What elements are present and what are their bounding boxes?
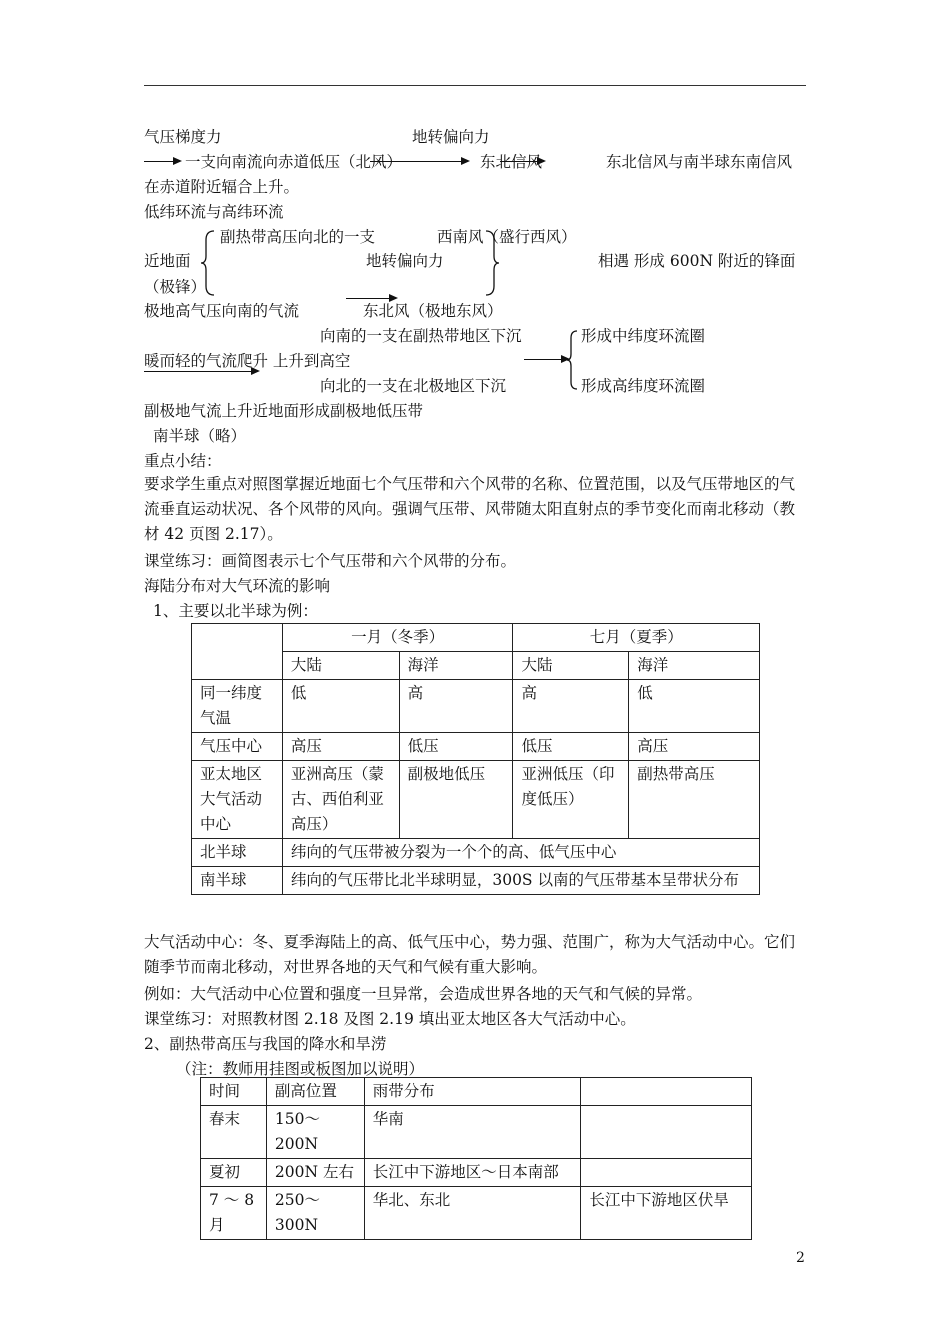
table-cell: 高压 bbox=[282, 733, 399, 761]
left-brace-icon bbox=[566, 330, 578, 390]
table-cell: 亚洲高压（蒙古、西伯利亚高压） bbox=[282, 761, 399, 839]
table-row bbox=[192, 839, 760, 867]
row-label: 亚太地区大气活动中心 bbox=[192, 761, 283, 839]
table-row bbox=[192, 867, 760, 895]
table-cell: 长江中下游地区～日本南部 bbox=[364, 1159, 581, 1187]
arrow-icon bbox=[144, 161, 180, 162]
table-cell: 华北、东北 bbox=[364, 1187, 581, 1240]
item-2: 2、副热带高压与我国的降水和旱涝 bbox=[144, 1035, 387, 1053]
subtropical-north-branch: 副热带高压向北的一支 bbox=[220, 228, 376, 246]
polar-high-flow: 极地高气压向南的气流 bbox=[144, 302, 300, 320]
page-number: 2 bbox=[796, 1250, 805, 1266]
land-header: 大陆 bbox=[513, 652, 629, 680]
table-cell bbox=[581, 1159, 752, 1187]
table-row bbox=[192, 680, 760, 733]
column-header: 副高位置 bbox=[266, 1078, 364, 1106]
table-row bbox=[192, 761, 760, 839]
table-cell: 夏初 bbox=[201, 1159, 267, 1187]
table-cell: 高 bbox=[399, 680, 513, 733]
warm-air-rise: 暖而轻的气流爬升 上升到高空 bbox=[144, 352, 351, 370]
table-cell: 纬向的气压带被分裂为一个个的高、低气压中心 bbox=[282, 839, 759, 867]
subpolar-low-text: 副极地气流上升近地面形成副极地低压带 bbox=[144, 402, 424, 420]
table-row bbox=[201, 1106, 752, 1159]
land-header: 大陆 bbox=[282, 652, 399, 680]
section-heading-land-sea: 海陆分布对大气环流的影响 bbox=[144, 577, 331, 595]
table-cell: 高 bbox=[513, 680, 629, 733]
polar-front-text: 相遇 形成 600N 附近的锋面 bbox=[598, 252, 796, 270]
westerlies-text: 西南风（盛行西风） bbox=[437, 228, 577, 246]
table-corner-cell bbox=[192, 624, 283, 680]
practice-2: 课堂练习：对照教材图 2.18 及图 2.19 填出亚太地区各大气活动中心。 bbox=[144, 1010, 636, 1028]
arrow-icon bbox=[346, 298, 396, 299]
column-header: 时间 bbox=[201, 1078, 267, 1106]
summary-paragraph: 要求学生重点对照图掌握近地面七个气压带和六个风带的名称、位置范围，以及气压带地区的气流垂直运动状况、各个风带的风向。强调气压带、风带随太阳直射点的季节变化而南北移动（教材 42 页图 2.17）。 bbox=[144, 475, 796, 543]
south-branch-text: 一支向南流向赤道低压（北风） bbox=[185, 153, 403, 171]
table-cell: 低压 bbox=[513, 733, 629, 761]
mid-lat-cell: 形成中纬度环流圈 bbox=[581, 327, 706, 345]
table-cell: 副热带高压 bbox=[629, 761, 760, 839]
header-rule bbox=[144, 85, 806, 86]
jul-header: 七月（夏季） bbox=[513, 624, 760, 652]
arrow-icon bbox=[370, 161, 468, 162]
table-row bbox=[201, 1159, 752, 1187]
polar-easterlies: 东北风（极地东风） bbox=[363, 302, 503, 320]
row-label: 气压中心 bbox=[192, 733, 283, 761]
table-cell bbox=[581, 1106, 752, 1159]
table-cell: 亚洲低压（印度低压） bbox=[513, 761, 629, 839]
north-branch-sink: 向北的一支在北极地区下沉 bbox=[320, 377, 507, 395]
high-lat-cell: 形成高纬度环流圈 bbox=[581, 377, 706, 395]
southern-hemisphere-note: 南半球（略） bbox=[153, 427, 247, 445]
column-header bbox=[581, 1078, 752, 1106]
summary-heading: 重点小结： bbox=[144, 452, 222, 470]
table-cell: 低压 bbox=[399, 733, 513, 761]
arrow-icon bbox=[524, 359, 568, 360]
table-cell: 纬向的气压带比北半球明显，300S 以南的气压带基本呈带状分布 bbox=[282, 867, 759, 895]
table-cell: 低 bbox=[282, 680, 399, 733]
rain-belt-table bbox=[200, 1077, 752, 1240]
ocean-header: 海洋 bbox=[629, 652, 760, 680]
section-heading: 低纬环流与高纬环流 bbox=[144, 203, 284, 221]
ne-trade-text: 东北信风 bbox=[480, 153, 543, 171]
table-cell: 高压 bbox=[629, 733, 760, 761]
row-label: 南半球 bbox=[192, 867, 283, 895]
table-cell: 7 ～ 8 月 bbox=[201, 1187, 267, 1240]
near-surface-label: 近地面 bbox=[144, 252, 191, 270]
south-branch-sink: 向南的一支在副热带地区下沉 bbox=[320, 327, 522, 345]
table-cell: 华南 bbox=[364, 1106, 581, 1159]
table-cell: 春末 bbox=[201, 1106, 267, 1159]
table-cell: 200N 左右 bbox=[266, 1159, 364, 1187]
right-brace-icon bbox=[484, 230, 500, 296]
table-cell: 250～300N bbox=[266, 1187, 364, 1240]
polar-front-label: （极锋） bbox=[144, 278, 207, 296]
jan-header: 一月（冬季） bbox=[282, 624, 513, 652]
arrow-icon bbox=[144, 371, 258, 372]
ocean-header: 海洋 bbox=[399, 652, 513, 680]
table-cell: 150～200N bbox=[266, 1106, 364, 1159]
coriolis-label-2: 地转偏向力 bbox=[366, 252, 444, 270]
table-row bbox=[192, 733, 760, 761]
table-cell: 低 bbox=[629, 680, 760, 733]
table-header-row bbox=[201, 1078, 752, 1106]
table-row bbox=[201, 1187, 752, 1240]
practice-1: 课堂练习：画简图表示七个气压带和六个风带的分布。 bbox=[144, 552, 517, 570]
item-1: 1、主要以北半球为例： bbox=[153, 602, 318, 620]
row-label: 同一纬度气温 bbox=[192, 680, 283, 733]
pressure-gradient-label: 气压梯度力 bbox=[144, 128, 222, 146]
center-definition: 大气活动中心：冬、夏季海陆上的高、低气压中心，势力强、范围广，称为大气活动中心。它们随季节而南北移动，对世界各地的天气和气候有重大影响。 bbox=[144, 933, 796, 976]
pressure-center-table bbox=[191, 623, 760, 895]
arrow-icon bbox=[500, 161, 544, 162]
teacher-note: （注：教师用挂图或板图加以说明） bbox=[176, 1060, 425, 1078]
coriolis-label: 地转偏向力 bbox=[412, 128, 490, 146]
column-header: 雨带分布 bbox=[364, 1078, 581, 1106]
row-label: 北半球 bbox=[192, 839, 283, 867]
example-text: 例如：大气活动中心位置和强度一旦异常，会造成世界各地的天气和气候的异常。 bbox=[144, 985, 703, 1003]
converge-text: 东北信风与南半球东南信风 bbox=[606, 153, 793, 171]
table-cell: 长江中下游地区伏旱 bbox=[581, 1187, 752, 1240]
table-cell: 副极地低压 bbox=[399, 761, 513, 839]
equator-rise-text: 在赤道附近辐合上升。 bbox=[144, 178, 300, 196]
